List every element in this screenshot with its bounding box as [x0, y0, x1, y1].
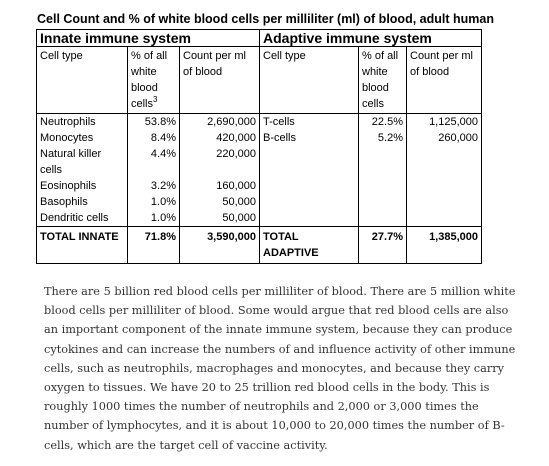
adaptive-empty-cell [359, 178, 407, 194]
innate-count: 220,000 [180, 146, 260, 178]
innate-total-count: 3,590,000 [180, 227, 260, 264]
innate-count: 160,000 [180, 178, 260, 194]
innate-count: 420,000 [180, 130, 260, 146]
innate-percent-header-text: % of all white blood cells [131, 50, 168, 110]
adaptive-percent: 5.2% [359, 130, 407, 146]
innate-count: 2,690,000 [180, 114, 260, 131]
table-row [37, 194, 482, 210]
adaptive-heading: Adaptive immune system [260, 30, 482, 47]
innate-heading: Innate immune system [37, 30, 260, 47]
adaptive-total-label: TOTAL ADAPTIVE [260, 227, 359, 264]
adaptive-empty-cell [407, 194, 482, 210]
table-row [37, 130, 482, 146]
adaptive-empty-cell [260, 178, 359, 194]
innate-cell-name: Monocytes [37, 130, 128, 146]
adaptive-count-header: Count per ml of blood [407, 47, 482, 114]
innate-count-header: Count per ml of blood [180, 47, 260, 114]
innate-cell-name: Neutrophils [37, 114, 128, 131]
adaptive-total-percent: 27.7% [359, 227, 407, 264]
adaptive-cell-name: T-cells [260, 114, 359, 131]
innate-cell-name: Eosinophils [37, 178, 128, 194]
adaptive-cell-name: B-cells [260, 130, 359, 146]
innate-total-label: TOTAL INNATE [37, 227, 128, 264]
innate-cell-name: Basophils [37, 194, 128, 210]
table-row [37, 210, 482, 227]
innate-cell-name: Dendritic cells [37, 210, 128, 227]
adaptive-count: 1,125,000 [407, 114, 482, 131]
table-row [37, 114, 482, 131]
white-blood-cell-table [36, 29, 482, 264]
adaptive-empty-cell [407, 210, 482, 227]
adaptive-empty-cell [260, 210, 359, 227]
body-paragraph: There are 5 billion red blood cells per milliliter of blood. There are 5 million white blood cells per milliliter of blood. Some would argue that red blood cells are also an important component of the innate immune system, because they can produce cytokines and can increase the numbers of and influence activity of other immune cells, such as neutrophils, macrophages and monocytes, and because they carry oxygen to tissues. We have 20 to 25 trillion red blood cells in the body. This is roughly 1000 times the number of neutrophils and 2,000 or 3,000 times the number of lymphocytes, and it is about 10,000 to 20,000 times the number of B-cells, which are the target cell of vaccine activity. [44, 285, 516, 452]
table-caption: Cell Count and % of white blood cells per milliliter (ml) of blood, adult human [37, 12, 494, 26]
innate-percent-header [128, 47, 180, 114]
adaptive-percent: 22.5% [359, 114, 407, 131]
innate-percent: 8.4% [128, 130, 180, 146]
adaptive-empty-cell [260, 194, 359, 210]
total-row [37, 227, 482, 264]
innate-cell-type-header: Cell type [37, 47, 128, 114]
adaptive-cell-type-header: Cell type [260, 47, 359, 114]
adaptive-percent-header: % of all white blood cells [359, 47, 407, 114]
innate-percent: 4.4% [128, 146, 180, 178]
innate-percent: 1.0% [128, 194, 180, 210]
adaptive-empty-cell [359, 210, 407, 227]
table-row [37, 146, 482, 178]
adaptive-empty-cell [359, 194, 407, 210]
innate-cell-name: Natural killer cells [37, 146, 128, 178]
table-row [37, 178, 482, 194]
innate-percent: 1.0% [128, 210, 180, 227]
adaptive-total-count: 1,385,000 [407, 227, 482, 264]
innate-count: 50,000 [180, 194, 260, 210]
system-heading-row [37, 30, 482, 47]
innate-percent: 3.2% [128, 178, 180, 194]
innate-count: 50,000 [180, 210, 260, 227]
adaptive-count: 260,000 [407, 130, 482, 146]
adaptive-empty-cell [359, 146, 407, 178]
innate-total-percent: 71.8% [128, 227, 180, 264]
innate-percent: 53.8% [128, 114, 180, 131]
adaptive-empty-cell [407, 146, 482, 178]
column-header-row [37, 47, 482, 114]
footnote-marker: 3 [153, 95, 158, 104]
adaptive-empty-cell [260, 146, 359, 178]
adaptive-empty-cell [407, 178, 482, 194]
